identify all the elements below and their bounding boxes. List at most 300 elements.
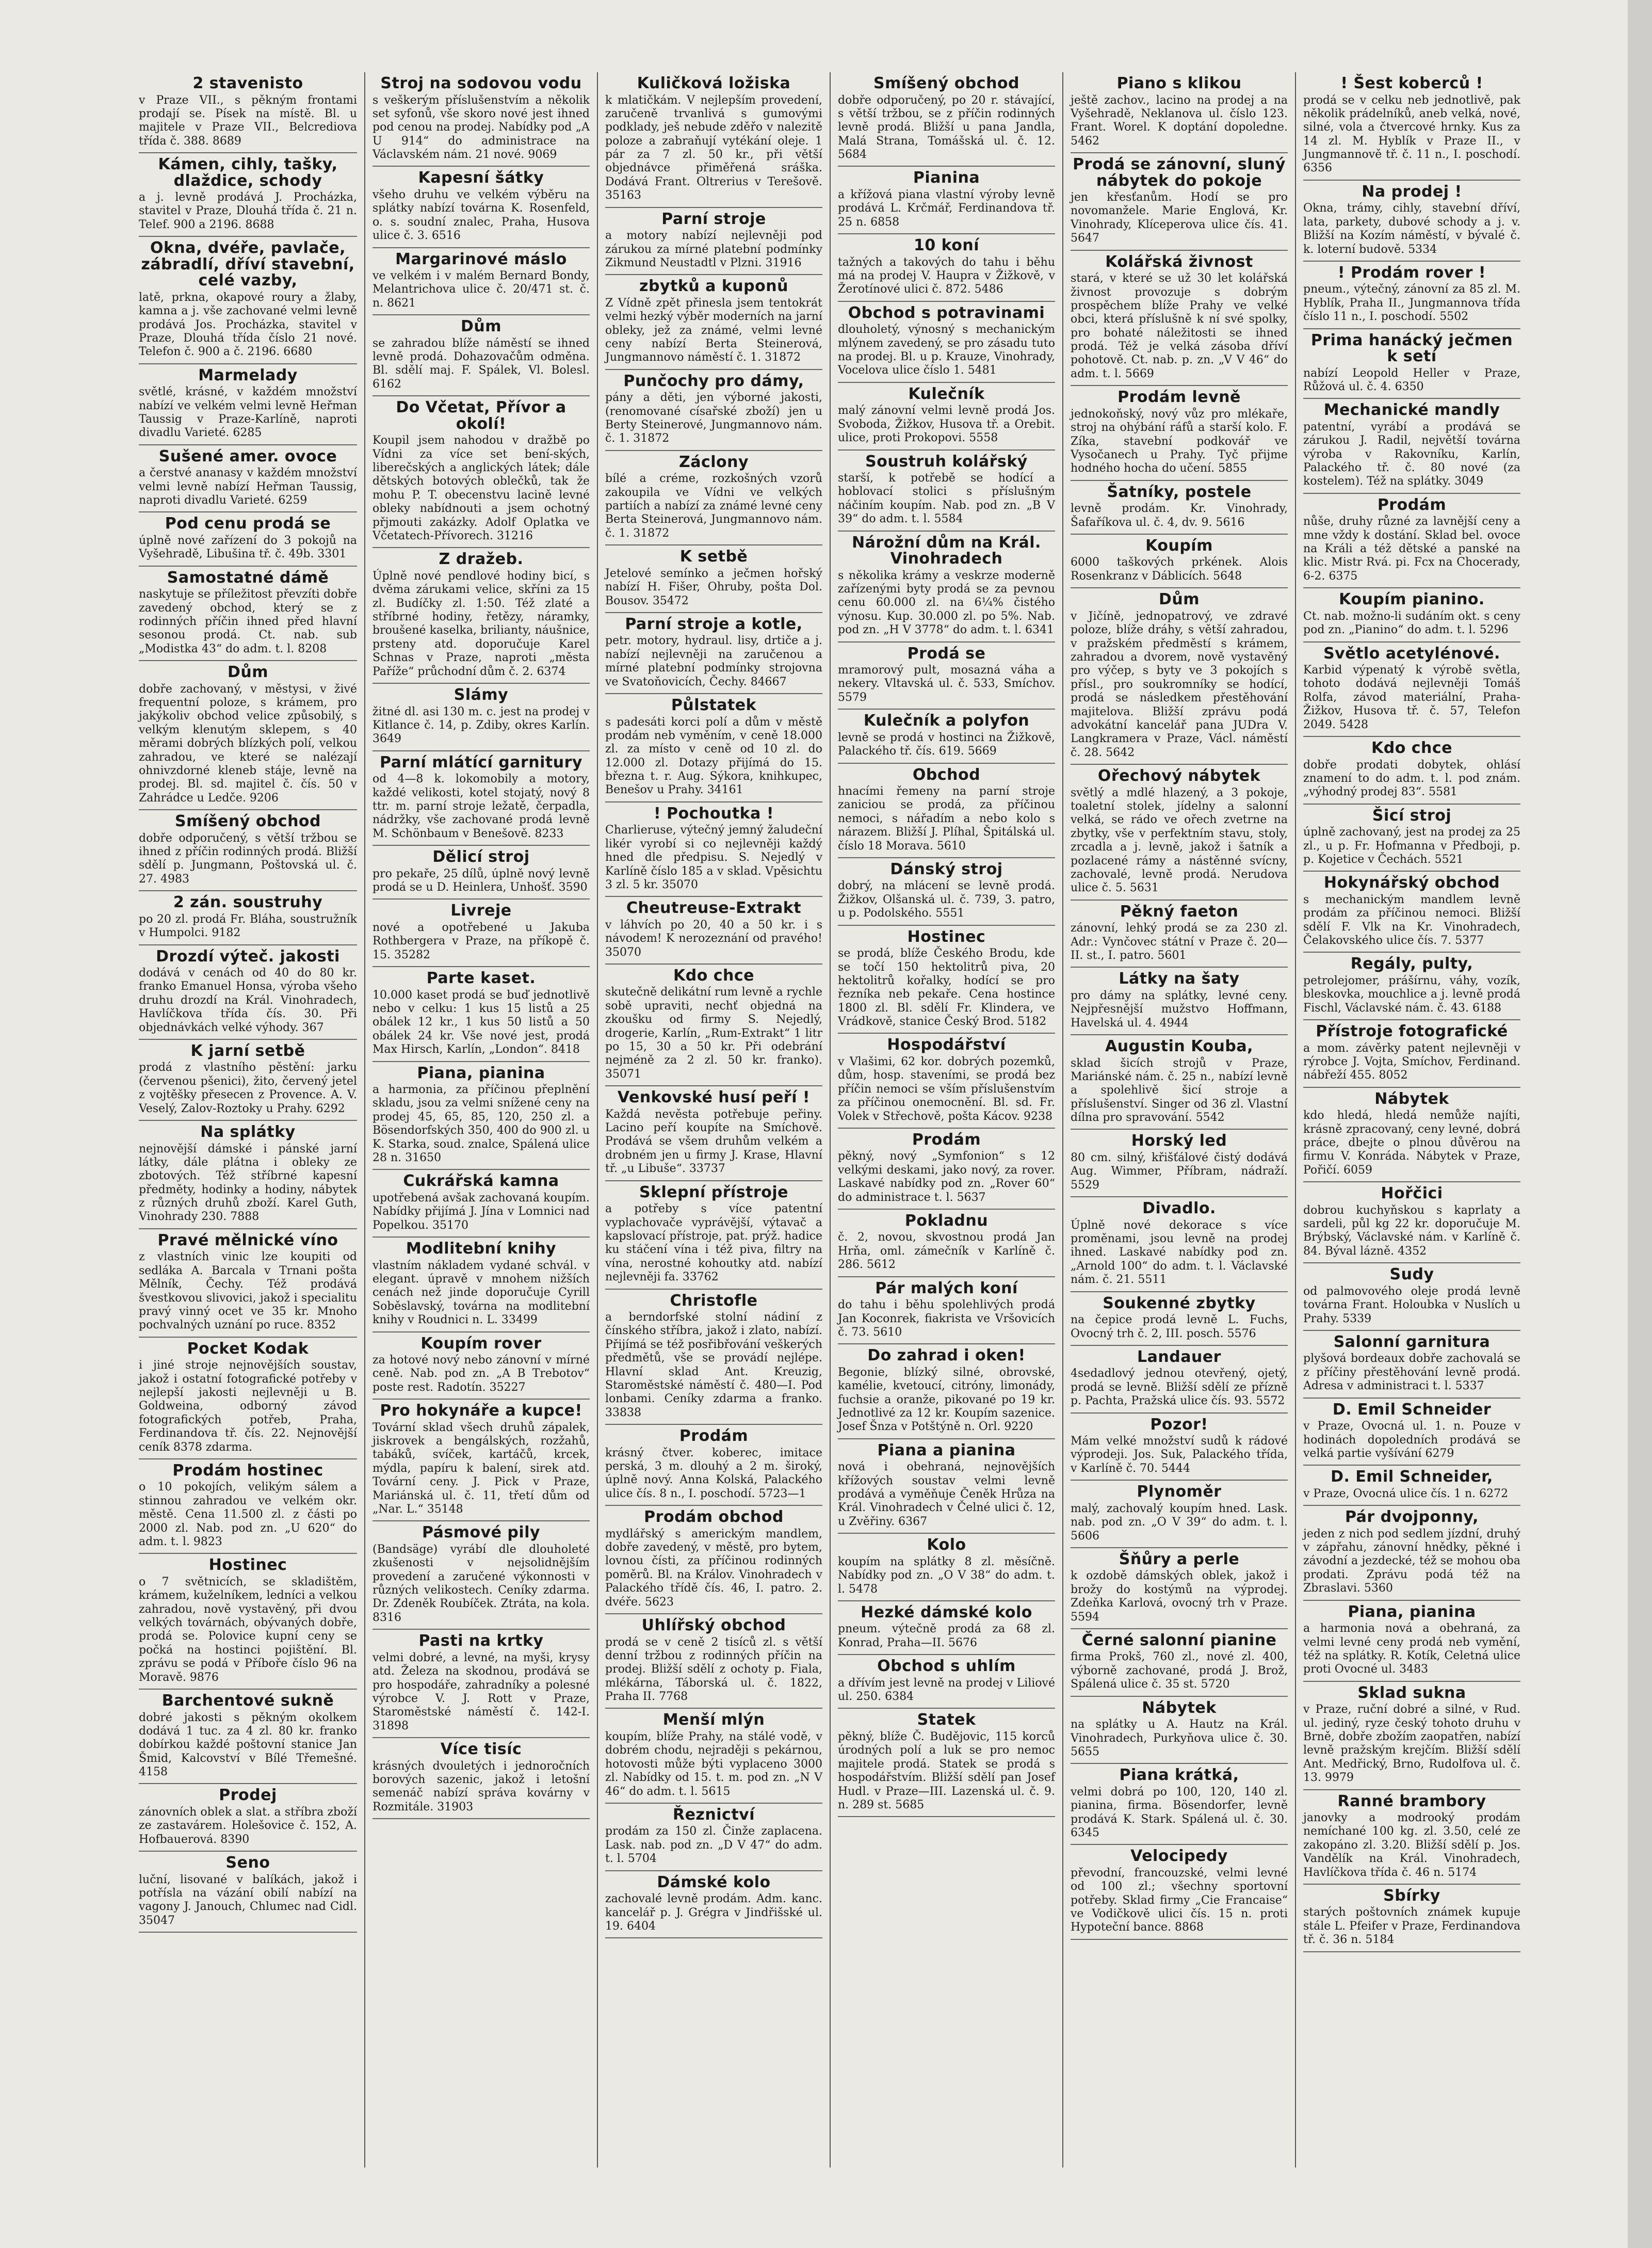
classified-ad (139, 1690, 357, 1784)
ad-body: úplně nové zařízení do 3 pokojů na Vyšehradě, Libušina tř. č. 49b. 3301 (139, 534, 357, 561)
classified-ad (139, 1121, 357, 1229)
classified-ad (1303, 1682, 1520, 1790)
ad-heading: Parní stroje (661, 210, 766, 228)
classified-ad (605, 545, 822, 613)
ad-body: pneum. výtečně prodá za 68 zl. Konrad, Praha—II. 5676 (838, 1623, 1055, 1649)
classified-ad (838, 1210, 1055, 1277)
ad-body: hnacími řemeny na parní stroje zaniciou se prodá, za příčinou nemoci, s nářadím a nebo kolo s nárazem. Bližší J. Plíhal, Špitálská ul. číslo 18 Morava. 5610 (838, 785, 1055, 853)
classified-ad (372, 1170, 590, 1238)
classified-ad (605, 1709, 822, 1803)
ad-column (364, 72, 597, 2167)
ad-heading: Pásmové pily (422, 1523, 541, 1542)
ad-heading: Kdo chce (1371, 739, 1453, 757)
classified-ad (605, 1181, 822, 1290)
ad-body: 10.000 kaset prodá se buď jednotlivě nebo v celku: 1 kus 15 listů a 25 obálek 12 kr., 1 kus 50 listů a 50 obálek 24 kr. Vše nové jest, prodá Max Hirsch, Karlín, „London“. 8418 (372, 988, 590, 1056)
ad-heading: Pokladnu (904, 1211, 989, 1230)
classified-ad (1071, 968, 1288, 1035)
ad-body: v Praze, ruční dobré a silné, v Rud. ul. jediný, ryze český tohoto druhu v Brně, dobře zbožím zaopatřen, nabízí levně pražským krejčím. Bližší sdělí Ant. Medřický, Brno, Rudolfova ul. č. 13. 9979 (1303, 1703, 1520, 1785)
ad-body: malý zánovní velmi levně prodá Jos. Svoboda, Žižkov, Husova tř. a Orebit. ulice, proti Prokopovi. 5558 (838, 404, 1055, 445)
classified-ad (1071, 588, 1288, 765)
classified-ad (139, 567, 357, 661)
ad-heading: Šňůry a perle (1119, 1550, 1240, 1568)
ad-heading: Prodej (219, 1786, 277, 1805)
ad-heading: Pěkný faeton (1120, 902, 1239, 921)
ad-heading: Venkovské husí peří ! (617, 1088, 811, 1107)
classified-ad (605, 1290, 822, 1425)
ad-body: 6000 taškových prkének. Alois Rosenkranz v Dáblicích. 5648 (1071, 556, 1288, 583)
ad-body: naskytuje se příležitost převzíti dobře zavedený obchod, který se z rodinných příčin ihned před hlavní sesonou prodá. Ct. nab. sub „Modistka 43“ do adm. t. l. 8208 (139, 588, 357, 655)
ad-body: od palmovového oleje prodá levně továrna Frant. Holoubka v Nuslích u Prahy. 5339 (1303, 1284, 1520, 1325)
ad-body: od 4—8 k. lokomobily a motory, každé velikosti, kotel stojatý, nový 8 ttr. m. parní stroje ležatě, čerpadla, nádržky, vše zachované prodá levně M. Schönbaum v Benešově. 8233 (372, 773, 590, 840)
classified-ad (605, 1871, 822, 1939)
ad-body: a berndorfské stolní nádiní z čínského stříbra, jakož i zlato, nabízí. Přijímá se též posřibřování veškerých předmětů, vše se provádí nejlépe. Hlavní sklad Ant. Kreuzig, Staroměstské náměstí č. 480—I. Pod lonbami. Ceníky zdarma a franko. 33838 (605, 1311, 822, 1419)
classified-ad (139, 891, 357, 945)
ad-heading: Prodá se zánovní, sluný nábytek do pokoje (1073, 155, 1286, 190)
classified-ad (139, 810, 357, 891)
classified-ad (838, 1034, 1055, 1128)
classified-ad (372, 548, 590, 684)
ad-body: patentní, vyrábí a prodává se zárukou J. Radil, největší továrna výroba v Rakovníku, Karlín, Palackého tř. č. 80 nové (za kostelem). Též na splátky. 3049 (1303, 420, 1520, 488)
ad-body: dobrou kuchyňskou s kaprlaty a sardeli, půl kg 22 kr. doporučuje M. Brýbský, Václavské nám. v Karlíně č. 84. Býval lázně. 4352 (1303, 1203, 1520, 1258)
ad-body: dobře zachovaný, v městysi, v živé frequentní poloze, s krámem, pro jakýkoliv obchod velice způsobilý, s velkým klenutým sklepem, s 40 měrami dobrých blízkých polí, velkou zahradou, ve které se nalézají ohnivzdorné kleneb stáje, levně na prodej. Bl. sd. majitel č. čís. 50 v Zahrádce u Ledče. 9206 (139, 682, 357, 805)
classified-ad (1303, 1020, 1520, 1088)
ad-heading: Na prodej ! (1362, 182, 1462, 201)
classified-ad (838, 858, 1055, 926)
ad-body: za hotové nový nebo zánovní v mírné ceně. Nab. pod zn. „A B Trebotov“ poste rest. Radotín. 35227 (372, 1354, 590, 1394)
ad-heading: Pozor! (1150, 1415, 1208, 1434)
classified-ad (1071, 1481, 1288, 1548)
ad-body: nejnovější dámské i pánské jarní látky, dále plátna i obleky ze zbotových. Též stříbrné kapesní předměty, hodinky a hodiny, nábytek z různých druhů zboží. Karel Guth, Vinohrady 230. 7888 (139, 1142, 357, 1224)
ad-heading: Seno (225, 1854, 270, 1872)
classified-ad (1071, 386, 1288, 480)
ad-body: na čepice prodá levně L. Fuchs, Ovocný trh č. 2, III. posch. 5576 (1071, 1313, 1288, 1340)
ad-body: (Bandsäge) vyrábí dle dlouholeté zkušenosti v nejsolidnějším provedení a zaručené výkonnosti v různých velikostech. Ceníky zdarma. Dr. Zdeněk Roubíček. Ztráta, na kola. 8316 (372, 1543, 590, 1624)
ad-body: latě, prkna, okapové roury a žlaby, kamna a j. vše zachované velmi levně prodává Jos. Procházka, stavitel v Praze, Dlouhá třída číslo 21 nové. Telefon č. 900 a č. 2196. 6680 (139, 291, 357, 359)
ad-heading: Prodám obchod (644, 1508, 784, 1527)
ad-body: velmi dobrá po 100, 120, 140 zl. pianina, firma. Bösendorfer, levně prodává K. Stark. Spálená ul. č. 30. 6345 (1071, 1785, 1288, 1839)
classified-ad (1071, 153, 1288, 251)
ad-body: s veškerým příslušenstvím a několik set syfonů, vše skoro nové jest ihned pod cenou na prodej. Nabídky pod „A U 914“ do administrace na Václavském nám. 21 nové. 9069 (372, 93, 590, 162)
ad-body: jednokoňský, nový vůz pro mlékaře, stroj na ohýbání ráfů a starší kolo. F. Zíka, stavební podkovář ve Vysočanech u Prahy. Tyč přijme hodného hocha do učení. 5855 (1071, 407, 1288, 475)
ad-heading: Prodám (679, 1427, 749, 1446)
ad-body: dodává v cenách od 40 do 80 kr. franko Emanuel Honsa, výroba všeho druhu drozdí na Král. Vinohradech, Havlíčkova třída čís. 30. Při objednávkách velké výhody. 367 (139, 967, 357, 1034)
ad-heading: Koupím rover (420, 1334, 542, 1353)
ad-heading: D. Emil Schneider (1332, 1400, 1492, 1419)
ad-body: a motory nabízí nejlevněji pod zárukou za mírné platební podmínky Zikmund Neustadtl v Plzni. 31916 (605, 229, 822, 269)
ad-heading: Půlstatek (671, 696, 757, 714)
ad-heading: Obchod s uhlím (877, 1657, 1016, 1676)
ad-heading: Statek (917, 1711, 976, 1729)
classified-ad (605, 208, 822, 276)
classified-ad (1303, 1790, 1520, 1885)
ad-body: do tahu i běhu spolehlivých prodá Jan Koconrek, fiakrista ve Vršovicích č. 73. 5610 (838, 1298, 1055, 1339)
ad-heading: K jarní setbě (190, 1041, 305, 1060)
ad-body: petrolejomer, prášírnu, váhy, vozík, bleskovka, mouchlice a j. levně prodá Fischl, Václavské nám. č. 43. 6188 (1303, 974, 1520, 1015)
ad-column (132, 72, 364, 2167)
ad-body: tažných a takových do tahu i běhu má na prodej V. Haupra v Žižkově, v Žerotínové ulici č. 872. 5486 (838, 255, 1055, 296)
classified-ad (838, 1277, 1055, 1345)
ad-heading: Prima hanácký ječmen k setí (1310, 331, 1513, 366)
ad-heading: Slámy (454, 686, 509, 704)
ad-heading: Kolo (927, 1536, 966, 1554)
ad-body: pány a děti, jen výborné jakosti, (renomované císařské zboží) jen u Berty Steinerové, Jungmannovo nám. č. 1. 31872 (605, 391, 822, 445)
ad-body: k mlatičkám. V nejlepším provedení, zaručeně trvanlivá s gumovými podklady, ješ nebude zděřo v nalezitě poloze a zabraňují vytékání oleje. 1 pár za 7 zl. 50 kr., při větší objednávce přiměřená sráška. Dodává Frant. Oltrerius v Terešově. 35163 (605, 93, 822, 202)
ad-body: v Praze VII., s pěkným frontami prodají se. Písek na místě. Bl. u majitele v Praze VII., Belcrediova třída č. 388. 8689 (139, 93, 357, 148)
classified-ad (1303, 737, 1520, 805)
page-fold-shadow (1628, 0, 1652, 2248)
ad-body: Koupil jsem nahodou v dražbě po Vídni za více set bení-ských, liberečských a anglických látek; dále dětských botových oblečků, tak že mohu P. T. obecenstvu lacině levné obleky nabídnouti a jsem ochotný přjmouti zakázky. Adolf Oplatka ve Včetatech-Přívorech. 31216 (372, 434, 590, 542)
ad-heading: D. Emil Schneider, (1331, 1468, 1493, 1486)
ad-body: 4sedadlový jednou otevřený, ojetý, prodá se levně. Bližší sdělí ze přízně p. Pachta, Pražská ulice čís. 93. 5572 (1071, 1367, 1288, 1408)
ad-heading: Světlo acetylénové. (1323, 644, 1500, 663)
ad-heading: Nábytek (1374, 1089, 1449, 1108)
ad-heading: Piana krátká, (1119, 1766, 1239, 1785)
ad-heading: Samostatné dámě (167, 568, 329, 587)
ad-body: starých poštovních známek kupuje stále L. Pfeifer v Praze, Ferdinandova tř. č. 36 n. 5184 (1303, 1906, 1520, 1947)
ad-body: úplně zachovaný, jest na prodej za 25 zl., u p. Fr. Hofmanna v Předboji, p. p. Kojetice v Čechách. 5521 (1303, 826, 1520, 866)
ad-body: po 20 zl. prodá Fr. Bláha, soustružník v Humpolci. 9182 (139, 912, 357, 940)
ad-body: krásných dvouletých i jednoročních borových sazenic, jakož i letošní semenáč nabízí správa kovárny v Rozmitále. 31903 (372, 1759, 590, 1813)
classified-ad (838, 1601, 1055, 1655)
ad-body: janovky a modrooký prodám nemíchané 100 kg. zl. 3.50, celé ze zakopáno zl. 3.20. Bližší sdělí p. Jos. Vandělík na Král. Vinohradech, Havlíčkova třída č. 46 n. 5174 (1303, 1811, 1520, 1879)
ad-heading: Uhlířský obchod (641, 1616, 786, 1635)
classified-ad (372, 1400, 590, 1521)
ad-heading: Parní stroje a kotle, (625, 615, 803, 633)
ad-heading: Regály, pulty, (1350, 955, 1473, 973)
ad-body: pro pekaře, 25 dílů, úplně nový levně prodá se u D. Heinlera, Unhošť. 3590 (372, 867, 590, 894)
ad-body: č. 2, novou, skvostnou prodá Jan Hrňa, oml. zámečník v Karlíně č. 286. 5612 (838, 1231, 1055, 1272)
ad-body: koupím, blíže Prahy, na stálé vodě, v dobrém chodu, nejraději s pekárnou, hotovosti může býti vyplaceno 3000 zl. Nabídky od 15. t. m. pod zn. „N V 46“ do adm. t. l. 5615 (605, 1730, 822, 1798)
ad-body: pěkný, blíže Č. Budějovic, 115 korců úrodných polí a luk se pro nemoc majitele prodá. Statek se prodá s hospodářstvím. Bližší sdělí pan Josef Hudl. v Praze—III. Lazenská ul. č. 9. n. 289 st. 5685 (838, 1730, 1055, 1811)
ad-body: Ct. nab. možno-li sudáním okt. s ceny pod zn. „Pianino“ do adm. t. l. 5296 (1303, 609, 1520, 637)
classified-ad (1071, 1197, 1288, 1292)
classified-ad (838, 764, 1055, 858)
classified-ad (1071, 481, 1288, 535)
ad-heading: Z dražeb. (439, 550, 524, 569)
ad-heading: Smíšený obchod (873, 74, 1020, 92)
classified-ad (1303, 181, 1520, 262)
ad-body: a j. levně prodává J. Procházka, stavitel v Praze, Dlouhá třída č. 21 n. Telef. 900 a 2196. 8688 (139, 191, 357, 231)
ad-heading: Pro hokynáře a kupce! (380, 1402, 582, 1420)
classified-ad (372, 1630, 590, 1738)
ad-heading: Sklad sukna (1357, 1683, 1466, 1702)
ad-body: a harmonia nová a obehraná, za velmi levné ceny prodá neb vymění, též na splátky. R. Kotík, Celetná ulice proti Ovocné ul. 3483 (1303, 1622, 1520, 1676)
classified-ad (139, 445, 357, 513)
ad-heading: Kdo chce (673, 966, 755, 985)
ad-heading: Sbírky (1383, 1886, 1440, 1905)
ad-heading: Marmelady (198, 366, 298, 384)
ad-heading: Menší mlýn (662, 1711, 765, 1729)
ad-body: jen křesťanům. Hodí se pro novomanžele. Marie Englová, Kr. Vinohrady, Klíceperova ulice čís. 41. 5647 (1071, 191, 1288, 245)
ad-body: pro dámy na splátky, levné ceny. Nejpřesnější mužstvo Hoffmann, Havelská ul. 4. 4944 (1071, 989, 1288, 1030)
ad-heading: Augustin Kouba, (1105, 1037, 1253, 1056)
classified-ad (1303, 953, 1520, 1020)
ad-heading: Kulečník a polyfon (863, 712, 1030, 730)
ad-body: Begonie, blízký silné, obrovské, kamélie, kvetoucí, citróny, limonády, fuchsie a oranže, pikované po 19 kr. Jednotlivé za 12 kr. Koupím sazenice. Josef Šnza v Potštýně n. Orl. 9220 (838, 1366, 1055, 1434)
classified-ad (838, 167, 1055, 234)
ad-body: kdo hledá, hledá nemůže najíti, krásně zpracovaný, ceny levné, dobrá práce, dbejte o plnou důvěrou na firmu V. Konráda. Nábytek v Praze, Pořičí. 6059 (1303, 1109, 1520, 1177)
ad-heading: Dámské kolo (657, 1873, 771, 1891)
classified-ad (372, 967, 590, 1062)
classified-ad (372, 1332, 590, 1400)
classified-ad (139, 1852, 357, 1933)
ad-heading: Látky na šaty (1119, 970, 1240, 988)
ad-body: mramorový pult, mosazná váha a nekery. Vltavská ul. č. 533, Smíchov. 5579 (838, 664, 1055, 704)
ad-body: pěkný, nový „Symfonion“ s 12 velkými deskami, jako nový, za rover. Laskavé nabídky pod zn. „Rover 60“ do administrace t. l. 5637 (838, 1150, 1055, 1204)
ad-body: i jiné stroje nejnovějších soustav, jakož i ostatní fotografické potřeby v nejlepší jakosti nejlevněji u B. Goldweina, odborný závod fotografických potřeb, Praha, Ferdinandova tř. čís. 22. Nejnovější ceník 8378 zdarma. (139, 1359, 357, 1454)
ad-heading: Koupím pianino. (1339, 590, 1485, 609)
ad-heading: Velocipedy (1130, 1847, 1228, 1866)
classified-ad (372, 1062, 590, 1170)
ad-body: nové a opotřebené u Jakuba Rothbergera v Praze, na příkopě č. 15. 35282 (372, 921, 590, 961)
ad-body: upotřebená avšak zachovaná koupím. Nabídky přijímá J. Jína v Lomnici nad Popelkou. 35170 (372, 1191, 590, 1232)
classified-ad (605, 72, 822, 208)
ad-body: a křížová piana vlastní výroby levně prodává L. Krčmář, Ferdinandova tř. 25 n. 6858 (838, 188, 1055, 229)
ad-heading: Šatníky, postele (1107, 483, 1252, 501)
ad-body: sklad šicích strojů v Praze, Mariánské nám. č. 25 n., nabízí levně a spolehlivě šicí stroje a příslušenství. Singer od 36 zl. Vlastní dílna pro spravování. 5542 (1071, 1056, 1288, 1125)
classified-ad (1303, 1088, 1520, 1182)
ad-heading: Soustruh kolářský (865, 452, 1028, 471)
ad-body: stará, v které se už 30 let kolářská živnost provozuje s dobrým prospěchem blíže Prahy ve velké obci, která příslušně k ní své spolky, pro bohaté náležitosti se ihned prodá. Též je velká zásoba dříví pohotově. Ct. nab. p. zn. „V V 46“ do adm. t. l. 5669 (1071, 272, 1288, 380)
classified-ad (838, 1439, 1055, 1534)
ad-heading: Parte kaset. (426, 969, 536, 988)
classified-ad (1303, 72, 1520, 181)
classified-ad (1071, 251, 1288, 387)
classified-ad (372, 72, 590, 167)
ad-heading: Hostinec (907, 927, 986, 946)
ad-heading: Sušené amer. ovoce (158, 447, 337, 465)
ad-body: Charlieruse, výtečný jemný žaludeční likér vyrobí si co nejlevněji každý hned dle předpisu. S. Nejedlý v Karlíně číslo 185 a v sklad. Vpěsichtu 3 zl. 5 kr. 35070 (605, 824, 822, 891)
classified-ad (139, 237, 357, 364)
classified-ad (1071, 1035, 1288, 1130)
ad-heading: 2 stavenisto (192, 74, 303, 92)
ad-heading: Šicí stroj (1372, 806, 1452, 825)
classified-ad (372, 1521, 590, 1630)
classified-ad (372, 684, 590, 751)
ad-body: plyšová bordeaux dobře zachovalá se z příčiny přestěhování levně prodá. Adresa v administraci t. l. 5337 (1303, 1352, 1520, 1393)
classified-ad (605, 451, 822, 545)
ad-heading: Parní mlátící garnitury (380, 753, 582, 772)
classified-ad (838, 1534, 1055, 1601)
ad-body: světlý a mdlé hlazený, a 3 pokoje, toaletní stolek, jídelny a salonní velká, se rádo ve ořech zvetrne na zbytky, vše v perfektním stavu, stoly, zrcadla a j. levně, jakož i šatník a pozlacené rámy a nástěnné svícny, zachovalé, levně prodá. Nerudova ulice č. 5. 5631 (1071, 786, 1288, 895)
classified-ad (1303, 1182, 1520, 1263)
ad-body: prodá z vlastního pěstění: jarku (červenou pšenici), žito, červený jetel z vojtěšky přesecen z Provence. A. V. Veselý, Zalov-Roztoky u Prahy. 6292 (139, 1061, 357, 1115)
ad-body: v Jičíně, jednopatrový, ve zdravé poloze, blíže dráhy, s větší zahradou, v pražském předměstí s krámem, zahradou a dvorem, nově vystavěný pro výčep, s byty ve 3 pokojích s přísl., pro soukromníky se hodící, prodá se následkem přestěhování majitelova. Bližší zprávu podá advokátní kancelář pana JUDra V. Langkramera v Praze, Václ. náměstí č. 28. 5642 (1071, 609, 1288, 759)
ad-heading: Obchod (912, 765, 981, 784)
classified-ad (1303, 1263, 1520, 1331)
ad-body: Jetelové semínko a ječmen hořský nabízí H. Fišer, Ohruby, pošta Dol. Bousov. 35472 (605, 567, 822, 607)
ad-heading: Christofle (670, 1291, 758, 1310)
classified-ad (139, 1784, 357, 1852)
classified-ad (605, 370, 822, 451)
ad-body: Karbid výpenatý k výrobě světla, tohoto dodává nejlevněji Tomáš Rolfa, závod materiální, Praha-Žižkov, Husova tř. č. 57, Telefon 2049. 5428 (1303, 664, 1520, 731)
ad-heading: Více tisíc (440, 1740, 522, 1759)
classified-ad (139, 364, 357, 445)
classified-ad (372, 751, 590, 846)
ad-heading: Pianina (913, 169, 980, 187)
ad-heading: Drozdí výteč. jakosti (156, 947, 340, 966)
classified-ad (1071, 1548, 1288, 1629)
ad-body: starší, k potřebě se hodící a hoblovací stolici s příslušným náčiním koupím. Nab. pod zn. „B V 39“ do adm. t. l. 5584 (838, 472, 1055, 526)
ad-body: levně prodám. Kr. Vinohrady, Šafaříkova ul. č. 4, dv. 9. 5616 (1071, 502, 1288, 529)
ad-body: nůše, druhy různé za lavnější ceny a mne vždy k dostání. Sklad bel. ovoce na Králi a též dětské a panské na klic. Mistr Rvá. pi. Fcx na Chocerady, 6-2. 6375 (1303, 515, 1520, 583)
ad-body: v Praze, Ovocná ulice čís. 1 n. 6272 (1303, 1487, 1509, 1500)
ad-body: pneum., výtečný, zánovní za 85 zl. M. Hyblík, Praha II., Jungmannova třída číslo 11 n., I. poschodí. 5502 (1303, 283, 1520, 324)
ad-heading: Mechanické mandly (1323, 401, 1500, 420)
ad-heading: Soukenné zbytky (1103, 1294, 1256, 1312)
ad-heading: Kolářská živnost (1105, 252, 1253, 271)
ad-heading: Hospodářství (887, 1036, 1006, 1054)
ad-heading: Ořechový nábytek (1097, 767, 1261, 785)
classified-ad (1303, 329, 1520, 399)
ad-body: a potřeby s více patentní vyplachovače vyprávější, výtavač a kapslovací přístroje, pat. prýž. hadice ku stáčení vína i též piva, filtry na vína, nerostné kohoutky atd. nabízí nejlevněji fa. 33762 (605, 1202, 822, 1284)
classified-ad (372, 1238, 590, 1332)
classified-ad (605, 802, 822, 897)
ad-body: zánovní, lehký prodá se za 230 zl. Adr.: Vynčovec státní v Praze č. 20—II. st., I. patro. 5601 (1071, 922, 1288, 962)
ad-body: na splátky u A. Hautz na Král. Vinohradech, Purkyňova ulice č. 30. 5655 (1071, 1718, 1288, 1758)
ad-heading: Okna, dvéře, pavlače, zábradlí, dříví stavební, celé vazby, (141, 239, 355, 290)
ad-heading: Kuličková ložiska (637, 74, 791, 92)
ad-body: vlastním nákladem vydané schvál. v elegant. úpravě v mnohem nižších cenách než jinde doporučuje Cyrill Soběslavský, továrna na modlitební knihy v Roudnici n. L. 33499 (372, 1259, 590, 1327)
classified-ad (139, 72, 357, 153)
classified-ad (1303, 1399, 1520, 1466)
classified-ad (838, 532, 1055, 643)
ad-heading: Hostinec (208, 1556, 287, 1575)
classified-ad (139, 661, 357, 810)
classified-ad (1303, 1601, 1520, 1682)
ad-heading: Koupím (1145, 536, 1213, 555)
ad-heading: Kapesní šátky (418, 169, 544, 187)
ad-heading: Do zahrad i oken! (867, 1346, 1026, 1365)
classified-ad (139, 1554, 357, 1690)
ad-column (1295, 72, 1528, 2167)
classified-ad (838, 710, 1055, 763)
ad-body: bílé a créme, rozkošných vzorů zakoupila ve Vídni ve velkých partiích a nabízí za známé levné ceny Berta Steinerová, Jungmannovo nám. č. 1. 31872 (605, 472, 822, 540)
classified-ad (605, 1425, 822, 1506)
classified-ad (139, 153, 357, 237)
ad-column (597, 72, 830, 2167)
ad-body: zachovalé levně prodám. Adm. kanc. kancelář p. J. Grégra v Jindřišské ul. 19. 6404 (605, 1892, 822, 1933)
classified-ad (1303, 1885, 1520, 1952)
classified-ad (1071, 1845, 1288, 1939)
ad-heading: Ranné brambory (1337, 1792, 1486, 1810)
ad-body: s mechanickým mandlem levně prodám za příčinou nemoci. Bližší sdělí F. Vlk na Kr. Vinohradech, Čelakovského ulice čís. 7. 5377 (1303, 893, 1520, 948)
ad-heading: Plynoměr (1137, 1483, 1222, 1501)
ad-body: Tovární sklad všech druhů zápalek, jiskrovek a bengálských, rozžahů, tabáků, svíček, kartáčů, krcek, mýdla, papíru k balení, sirek atd. Tovární ceny. J. Pick v Praze, Mariánská ul. č. 11, třetí dům od „Nar. L.“ 35148 (372, 1421, 590, 1516)
ad-column (830, 72, 1062, 2167)
ad-heading: Černé salonní pianine (1081, 1631, 1277, 1649)
ad-body: malý, zachovalý koupím hned. Lask. nab. pod zn. „O V 39“ do adm. t. l. 5606 (1071, 1502, 1288, 1543)
classified-ad (372, 315, 590, 396)
ad-body: krásný čtver. koberec, imitace perská, 3 m. dlouhý a 2 m. široký, úplně nový. Anna Kolská, Palackého ulice čís. 8 n., I. poschodí. 5723—1 (605, 1446, 822, 1500)
ad-heading: K setbě (679, 548, 748, 566)
ad-body: zánovních oblek a slat. a stříbra zboží ze zastavárem. Holešovice č. 152, A. Hofbauerová. 8390 (139, 1805, 357, 1846)
ad-heading: Kulečník (908, 384, 985, 403)
classified-ad (1303, 588, 1520, 642)
classified-ad (1303, 872, 1520, 953)
ad-heading: Hezké dámské kolo (861, 1603, 1032, 1621)
ad-body: s padesáti korci polí a dům v městě prodám neb vyměním, v ceně 18.000 zl. za místo v ceně od 10 zl. do 12.000 zl. Dotazy přijímá do 15. března t. r. Aug. Sýkora, knihkupec, Benešov u Prahy. 34161 (605, 715, 822, 797)
ad-heading: Cukrářská kamna (403, 1172, 559, 1191)
ad-column (1062, 72, 1295, 2167)
ad-body: levně se prodá v hostinci na Žižkově, Palackého tř. čís. 619. 5669 (838, 731, 1055, 758)
ad-heading: Hokynářský obchod (1323, 874, 1500, 892)
ad-heading: Nábytek (1142, 1698, 1217, 1717)
classified-ad (605, 897, 822, 965)
ad-heading: zbytků a kuponů (639, 277, 788, 296)
classified-ad (838, 1709, 1055, 1817)
ad-body: petr. motory, hydraul. lisy, drtiče a j. nabízí nejlevněji na zaručenou a mírné platební podmínky strojovna ve Svatoňovicích, Čechy. 84667 (605, 634, 822, 688)
ad-heading: ! Pochoutka ! (654, 804, 774, 823)
ad-heading: Do Včetat, Přívor a okolí! (396, 398, 566, 433)
classified-ad (1071, 72, 1288, 153)
ad-heading: Piano s klikou (1116, 74, 1242, 92)
ad-body: Okna, trámy, cihly, stavební dříví, lata, parkety, dubové schody a j. v. Bližší na Kozím náměstí, v bývalé č. k. loterní budově. 5334 (1303, 202, 1520, 256)
ad-body: dobře prodati dobytek, ohlásí znamení to do adm. t. l. pod znám. „výhodný prodej 83“. 5581 (1303, 758, 1520, 799)
ad-heading: Barchentové sukně (161, 1692, 334, 1710)
classified-ad (1071, 1629, 1288, 1697)
classified-ad (1303, 399, 1520, 493)
ad-body: firma Prokš, 760 zl., nové zl. 400, výborně zachované, prodá J. Brož, Spálená ulice č. 35 st. 5720 (1071, 1650, 1288, 1691)
classified-ad (1303, 262, 1520, 329)
ad-body: žitné dl. asi 130 m. c. jest na prodej v Kitlance č. 14, p. Zdiby, okres Karlín. 3649 (372, 705, 590, 746)
classified-ad (605, 1086, 822, 1181)
ad-heading: Divadlo. (1142, 1199, 1216, 1218)
classified-ad (838, 451, 1055, 532)
classified-ad (838, 234, 1055, 302)
ad-heading: ! Šest koberců ! (1340, 74, 1483, 92)
classified-ad (139, 1040, 357, 1121)
ad-body: o 7 světnicích, se skladištěm, krámem, kuželníkem, ledníci a velkou zahradou, nově vystavěný, při dvou velkých továrnách, obývaných dobře, prodá se. Polovice kupní ceny se počká na hostinci pojištění. Bl. zprávu se podá v Příboře číslo 96 na Moravě. 9876 (139, 1575, 357, 1684)
ad-body: v Praze, Ovocná ul. 1. n. Pouze v hodinách dopoledních prodává se velká partie vyšívání 6279 (1303, 1420, 1520, 1460)
ad-heading: Obchod s potravinami (848, 303, 1045, 322)
ad-body: jeden z nich pod sedlem jízdní, druhý v zápřahu, zánovní hnědky, pěkné i závodní a jezdecké, též se mohou oba prodati. Zprávu podá též na Zbraslavi. 5360 (1303, 1527, 1520, 1595)
ad-heading: Cheutreuse-Extrakt (626, 899, 802, 918)
ad-body: k ozdobě dámských oblek, jakož i brožy do kostýmů na výprodej. Zdeňka Karlová, ovocný trh v Praze. 5594 (1071, 1569, 1288, 1624)
ad-heading: Piana, pianina (1348, 1602, 1476, 1621)
ad-body: prodá se v ceně 2 tisíců zl. s větší denní tržbou z rodinných příčin na prodej. Bližší sdělí z ochoty p. Fiala, mlékárna, Táborská ul. č. 1822, Praha II. 7768 (605, 1635, 822, 1704)
classified-ad (605, 965, 822, 1086)
classified-ad (1303, 805, 1520, 872)
classified-ad (838, 1655, 1055, 1709)
ad-heading: Hořčici (1381, 1184, 1443, 1203)
ad-heading: Prodám hostinec (172, 1461, 323, 1480)
classified-ad (1071, 1292, 1288, 1346)
classified-ad (838, 72, 1055, 167)
ad-heading: Dům (460, 317, 502, 336)
ad-body: a harmonia, za příčinou přeplnění skladu, jsou za velmi snížené ceny na prodej 45, 65, 85, 120, 250 zl. a Bösendorfských 350, 400 do 900 zl. u K. Starka, soud. znalce, Spálená ulice 28 n. 31650 (372, 1083, 590, 1164)
ad-body: Mám velké množství sudů k rádové výprodeji. Jos. Suk, Palackého třída, v Karlíně č. 70. 5444 (1071, 1435, 1288, 1475)
classified-ad (139, 945, 357, 1040)
classified-ad (1303, 643, 1520, 737)
classified-ad (1071, 765, 1288, 901)
classified-ad (1303, 1466, 1520, 1506)
ad-heading: Prodá se (907, 644, 986, 663)
ad-heading: Pár dvojponny, (1345, 1508, 1479, 1527)
ad-heading: Salonní garnitura (1333, 1332, 1491, 1351)
ad-body: prodá se v celku neb jednotlivě, pak několik prádelníků, aneb velká, nové, silné, vola a čtvercové hrnky. Kus za 14 zl. M. Hyblík v Praze II., v Jungmannově tř. č. 11 n., I. poschodí. 6356 (1303, 93, 1520, 175)
ad-body: Úplně nové dekorace s více proměnami, jsou levně na prodej ihned. Laskavé nabídky pod zn. „Arnold 100“ do adm. t. l. Václavské nám. č. 21. 5511 (1071, 1218, 1288, 1287)
ad-body: a čerstvé ananasy v každém množství velmi levně nabízí Heřman Taussig, naproti divadlu Varieté. 6259 (139, 467, 357, 507)
ad-heading: Piana a pianina (877, 1441, 1016, 1459)
ad-body: koupím na splátky 8 zl. měsíčně. Nabídky pod zn. „O V 38“ do adm. t. l. 5478 (838, 1555, 1055, 1596)
ad-heading: Sklepní přístroje (639, 1183, 789, 1201)
ad-heading: Landauer (1137, 1347, 1221, 1366)
ad-body: ve velkém i v malém Bernard Bondy, Melantrichova ulice č. 20/471 st. č. n. 8621 (372, 269, 590, 310)
ad-heading: Horský led (1131, 1132, 1227, 1150)
classified-ad (838, 643, 1055, 710)
ad-heading: Kámen, cihly, tašky, dlaždice, schody (158, 155, 338, 190)
